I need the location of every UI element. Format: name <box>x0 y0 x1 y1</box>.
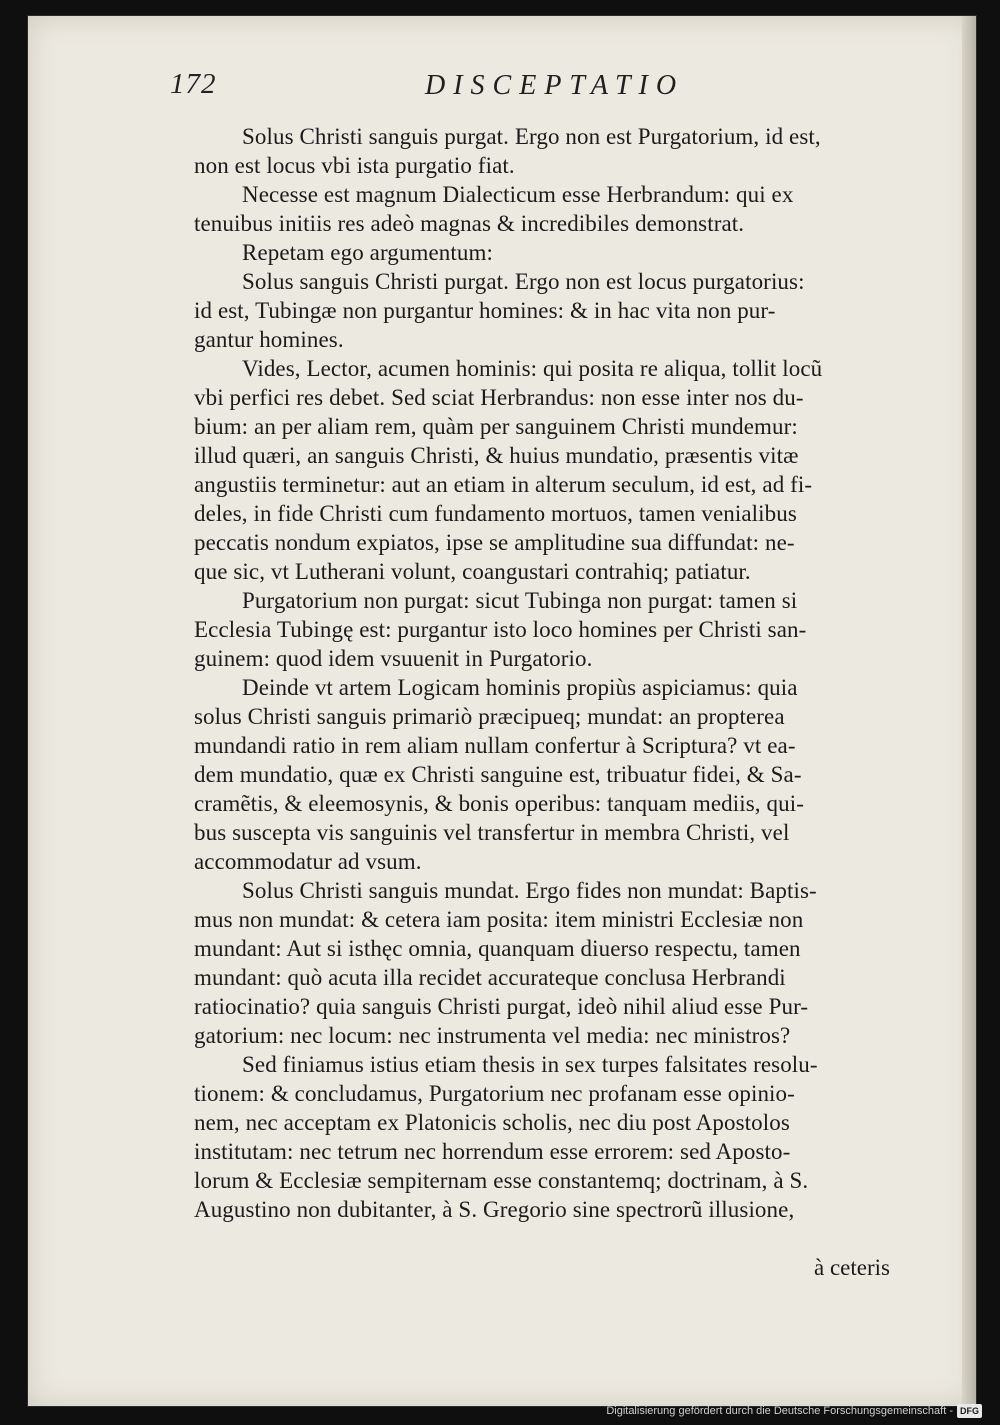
text-line: angustiis terminetur: aut an etiam in alterum seculum, id est, ad fi- <box>194 472 813 497</box>
page-number: 172 <box>170 68 217 100</box>
text-line: solus Christi sanguis primariò præcipueq; mundat: an propterea <box>194 704 785 729</box>
text-line: deles, in fide Christi cum fundamento mortuos, tamen venialibus <box>194 501 797 526</box>
text-line: Necesse est magnum Dialecticum esse Herbrandum: qui ex <box>242 182 794 207</box>
text-line: Deinde vt artem Logicam hominis propiùs aspiciamus: quia <box>242 675 798 700</box>
text-line: mus non mundat: & cetera iam posita: item ministri Ecclesiæ non <box>194 907 804 932</box>
text-line: Solus Christi sanguis mundat. Ergo fides non mundat: Baptis- <box>242 878 817 903</box>
credit-text: Digitalisierung gefördert durch die Deutsche Forschungsgemeinschaft - <box>606 1405 953 1417</box>
text-line: accommodatur ad vsum. <box>194 849 422 874</box>
text-line: id est, Tubingæ non purgantur homines: & in hac vita non pur- <box>194 298 776 323</box>
text-line: lorum & Ecclesiæ sempiternam esse constantemq; doctrinam, à S. <box>194 1168 809 1193</box>
dfg-logo: DFG <box>957 1404 982 1418</box>
text-line: Ecclesia Tubingę est: purgantur isto loco homines per Christi san- <box>194 617 807 642</box>
text-line: que sic, vt Lutherani volunt, coangustari contrahiq; patiatur. <box>194 559 751 584</box>
text-line: nem, nec acceptam ex Platonicis scholis, nec diu post Apostolos <box>194 1110 790 1135</box>
text-line: bus suscepta vis sanguinis vel transfertur in membra Christi, vel <box>194 820 790 845</box>
text-line: non est locus vbi ista purgatio fiat. <box>194 153 515 178</box>
text-line: mundant: Aut si isthęc omnia, quanquam diuerso respectu, tamen <box>194 936 801 961</box>
text-line: Sed finiamus istius etiam thesis in sex turpes falsitates resolu- <box>242 1052 818 1077</box>
text-line: mundant: quò acuta illa recidet accurateque conclusa Herbrandi <box>194 965 786 990</box>
text-line: tenuibus initiis res adeò magnas & incredibiles demonstrat. <box>194 211 745 236</box>
text-line: tionem: & concludamus, Purgatorium nec profanam esse opinio- <box>194 1081 795 1106</box>
text-line: ratiocinatio? quia sanguis Christi purgat, ideò nihil aliud esse Pur- <box>194 994 809 1019</box>
text-line: Purgatorium non purgat: sicut Tubinga non purgat: tamen si <box>242 588 798 613</box>
text-line: bium: an per aliam rem, quàm per sanguinem Christi mundemur: <box>194 414 798 439</box>
text-line: guinem: quod idem vsuuenit in Purgatorio. <box>194 646 593 671</box>
text-line: Solus sanguis Christi purgat. Ergo non est locus purgatorius: <box>242 269 805 294</box>
text-line: vbi perfici res debet. Sed sciat Herbrandus: non esse inter nos du- <box>194 385 804 410</box>
text-line: Repetam ego argumentum: <box>242 240 493 265</box>
text-line: Augustino non dubitanter, à S. Gregorio sine spectrorũ illusione, <box>194 1197 795 1222</box>
text-line: Solus Christi sanguis purgat. Ergo non est Purgatorium, id est, <box>242 124 821 149</box>
text-line: dem mundatio, quæ ex Christi sanguine est, tribuatur fidei, & Sa- <box>194 762 802 787</box>
digitization-credit <box>606 1403 982 1419</box>
text-line: peccatis nondum expiatos, ipse se amplitudine sua diffundat: ne- <box>194 530 795 555</box>
text-line: institutam: nec tetrum nec horrendum esse errorem: sed Aposto- <box>194 1139 791 1164</box>
text-line: gantur homines. <box>194 327 344 352</box>
text-line: mundandi ratio in rem aliam nullam confertur à Scriptura? vt ea- <box>194 733 796 758</box>
running-title: DISCEPTATIO <box>425 70 685 101</box>
text-line: Vides, Lector, acumen hominis: qui posita re aliqua, tollit locũ <box>242 356 823 381</box>
catchword: à ceteris <box>814 1255 890 1280</box>
text-line: gatorium: nec locum: nec instrumenta vel media: nec ministros? <box>194 1023 791 1048</box>
page-edge <box>962 16 976 1406</box>
text-line: illud quæri, an sanguis Christi, & huius mundatio, præsentis vitæ <box>194 443 799 468</box>
body-text <box>194 122 918 1224</box>
text-line: cramẽtis, & eleemosynis, & bonis operibus: tanquam mediis, qui- <box>194 791 804 816</box>
